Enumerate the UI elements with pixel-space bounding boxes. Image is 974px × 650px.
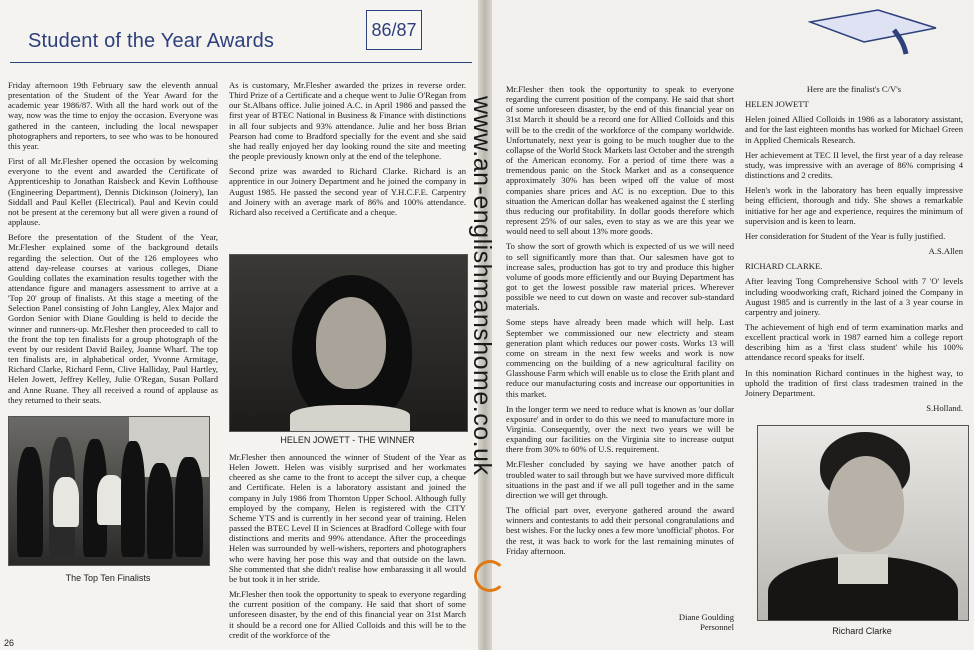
paragraph: First of all Mr.Flesher opened the occasion by welcoming everyone to the event and awarded the Certificate of Apprenticeship to Jonathan Raisbeck and Kevin Lofthouse (Engineering Department), Dennis Dickinson (Joinery), Ian Siddall and Paul Kellet (Electrical). Paul and Kevin could not be present at the ceremony but all were given a round of applause. bbox=[8, 156, 218, 228]
paragraph: Helen joined Allied Colloids in 1986 as a laboratory assistant, and for the last eighteen months has worked for Michael Green in Applied Chemicals Research. bbox=[745, 114, 963, 145]
article-column-2 bbox=[229, 80, 466, 250]
paragraph: In the longer term we need to reduce what is known as 'our dollar exposure' and in order to do this we need to manufacture more in Virginia. Consequently, over the next two years we will be expanding our facilities on the Virginia site to increase output there from 30% to 60% of U.S. requirement. bbox=[506, 403, 734, 455]
finalist-figure bbox=[147, 463, 173, 559]
winner-photo bbox=[229, 254, 468, 432]
winner-caption: HELEN JOWETT - THE WINNER bbox=[280, 435, 415, 445]
paragraph: Second prize was awarded to Richard Clarke. Richard is an apprentice in our Joinery Department and he joined the company in August 1985. He passed the second year of Y.H.C.F.E. Carpentry and Joinery with an average mark of 86% and 100% attendance. Richard also received a Certificate and a cheque. bbox=[229, 166, 466, 217]
richard-heading: RICHARD CLARKE. bbox=[745, 261, 823, 272]
left-page bbox=[0, 0, 478, 650]
mortarboard-icon bbox=[808, 8, 938, 56]
paragraph: After leaving Tong Comprehensive School with 7 'O' levels including woodworking craft, Richard joined the Company in August 1985 and is currently in the last of a 3 year course in carpentry and joinery. bbox=[745, 276, 963, 317]
article-signature bbox=[612, 612, 734, 632]
finalist-figure bbox=[53, 477, 79, 527]
group-caption: The Top Ten Finalists bbox=[65, 573, 151, 583]
cv-intro: Here are the finalist's C/V's bbox=[806, 84, 902, 94]
richard-collar bbox=[838, 554, 888, 584]
cv-column bbox=[745, 84, 963, 414]
paragraph: Before the presentation of the Student of the Year, Mr.Flesher explained some of the background details regarding the selection. Out of the 126 employees who attend day-release courses at various colleges, Diane Goulding collates the examination results together with the attendance figure and managers assessment to arrive at a 'Top 20' group of finalists. At this stage a meeting of the Selection Panel consisting of John Langley, Alex Major and Gordon Senior with Diane Goulding is held to decide the winner and runners-up. Mr.Flesher then proceeded to call to the front the top ten finalists for a group photograph of the event by our resident David Bailey, Joanne Wharf. The top ten finalists are, in alphabetical order, Yvonne Armitage, Richard Clarke, Richard Fenn, Clive Halliday, Paul Hartley, Helen Jowett, Jeffrey Kelley, Julie O'Regan, Susan Pollard and Anne Ruane. They all received a round of applause as they returned to their seats. bbox=[8, 232, 218, 405]
paragraph: Helen's work in the laboratory has been equally impressive being efficient, thorough and tidy. She shows a remarkable initiative for her age and experience, requires the minimum of supervision and is keen to learn. bbox=[745, 185, 963, 226]
article-column-1 bbox=[8, 80, 218, 410]
paragraph: In this nomination Richard continues in the highest way, to uphold the tradition of first class tradesmen trained in the Joinery Department. bbox=[745, 367, 963, 398]
page-number: 26 bbox=[4, 638, 15, 648]
finalist-figure bbox=[121, 441, 145, 557]
paragraph: Mr.Flesher then announced the winner of Student of the Year as Helen Jowett. Helen was visibly surprised and her workmates cheered as she came to the front to accept the silver cup, a cheque and Certificate. Helen is a laboratory assistant and joined the company in July 1986 from Thornton Upper School. Although fully employed by the company, Helen is registered with the CITY Scheme YTS and is currently in her second year of training. Helen passed the BTEC Level II in Sciences at Bradford College with four distinctions and merits and 99% attendance. After the proceedings Helen was surrounded by well-wishers, reporters and photographers who were having her pose this way and that outside on the lawn. She commented that she didn't realise how embarassing it all would be but took it in her stride. bbox=[229, 452, 466, 584]
paragraph: The achievement of high end of term examination marks and excellent practical work in 1987 earned him a college report describing him as a 'first class student' while his 100% attendance record speaks for itself. bbox=[745, 321, 963, 363]
winner-collar bbox=[290, 405, 410, 431]
paragraph: The official part over, everyone gathered around the award winners and contestants to add their personal congratulations and best wishes. For the lucky ones a few more 'unofficial' photos. For the rest, it was back to work for the last remaining minutes of Friday afternoon. bbox=[506, 505, 734, 556]
paragraph: To show the sort of growth which is expected of us we will need to sell significantly more than that. Our salesmen have got to increase sales, production has got to try and produce this higher volume of goods more efficiently and our Buying Department has got to get the lowest possible raw material prices. Wherever possible we need to cut down on waste and recover sub-standard materials. bbox=[506, 241, 734, 313]
year-badge: 86/87 bbox=[366, 10, 422, 50]
finalist-figure bbox=[17, 447, 43, 557]
paragraph: Her achievement at TEC II level, the first year of a day release study, was impressive with an average of 86% comprising 4 distinctions and 2 credits. bbox=[745, 149, 963, 181]
page-title: Student of the Year Awards bbox=[28, 30, 275, 52]
paragraph: Mr.Flesher then took the opportunity to speak to everyone regarding the current position of the company. He said that short of some unforeseen disaster, by the end of this financial year on 31st March it should be a record one for Allied Colloids and this will be to the credit of the workforce of the bbox=[229, 589, 466, 640]
article-column-4 bbox=[506, 84, 734, 614]
winner-face bbox=[316, 297, 386, 389]
title-rule bbox=[10, 62, 472, 63]
richard-face bbox=[828, 456, 904, 552]
richard-photo bbox=[757, 425, 969, 621]
paragraph: As is customary, Mr.Flesher awarded the prizes in reverse order. Third Prize of a Certificate and a cheque went to Julie O'Regan from our St.Albans office. Julie joined A.C. in April 1986 and passed the first year of BTEC National in Business & Finance with distinctions in all four subjects and 93% attendance. Julie and her boss Brian Pearson had come to Bradford specially for the event and she said she had really enjoyed her day looking round the site and meeting the people previously known only at the end of the telephone. bbox=[229, 80, 466, 162]
watermark-logo-icon bbox=[474, 560, 506, 592]
watermark-text: www.an-englishmanshome.co.uk bbox=[468, 96, 496, 476]
signature-name: Diane Goulding bbox=[678, 612, 734, 622]
finalist-figure bbox=[175, 457, 203, 557]
paragraph: Some steps have already been made which will help. Last September we commissioned our new electricty and steam generation plant which reduces our power costs. Works 13 will come on stream in the next few weeks and work is now commencing on the building of a new agricultural facility on Glasshouse Farm which will enable us to close the Erith plant and reduce our manufacturing costs and increase our opportunities in this market. bbox=[506, 317, 734, 399]
richard-caption: Richard Clarke bbox=[832, 626, 892, 636]
helen-signature: A.S.Allen bbox=[928, 246, 963, 257]
paragraph: Friday afternoon 19th February saw the eleventh annual presentation of the Student of the Year Award for the academic year 1986/87. With all the hard work out of the way, now was the time to enjoy the occasion. Everyone was gathered in the canteen, including the local newspaper photographers and reporters, to see who was to be honoured this year. bbox=[8, 80, 218, 151]
helen-heading: HELEN JOWETT bbox=[745, 99, 809, 110]
paragraph: Mr.Flesher concluded by saying we have another patch of troubled water to sail through but we have survived more difficult situations in the past and if we all pull together and in the same direction we will get through. bbox=[506, 459, 734, 500]
richard-signature: S.Holland. bbox=[926, 403, 963, 414]
paragraph: Mr.Flesher then took the opportunity to speak to everyone regarding the current position of the company. He said that short of some unforeseen disaster, by the end of this financial year on 31st March it should be a record one for Allied Colloids and this will be to the credit of the workforce of the company worldwide. Unfortunately, next year is going to be much tougher due to the collapse of the World Stock Markets last October and the strength of the American economy. For a period of time there was a tremendous panic on the Stock Market and as a consequence approximately 30% has been wiped off the value of most companies share prices and AC is no exception. Due to this situation the American dollar has weakened against the £ sterling thus reducing our profitability. In dollar goods therefore which represent 25% of our sales, even to stay as we are this year we would need to sell about 13% more goods. bbox=[506, 84, 734, 237]
group-photo bbox=[8, 416, 210, 566]
paragraph: Her consideration for Student of the Year is fully justified. bbox=[745, 230, 946, 241]
signature-dept: Personnel bbox=[700, 622, 734, 632]
article-column-3 bbox=[229, 452, 466, 642]
